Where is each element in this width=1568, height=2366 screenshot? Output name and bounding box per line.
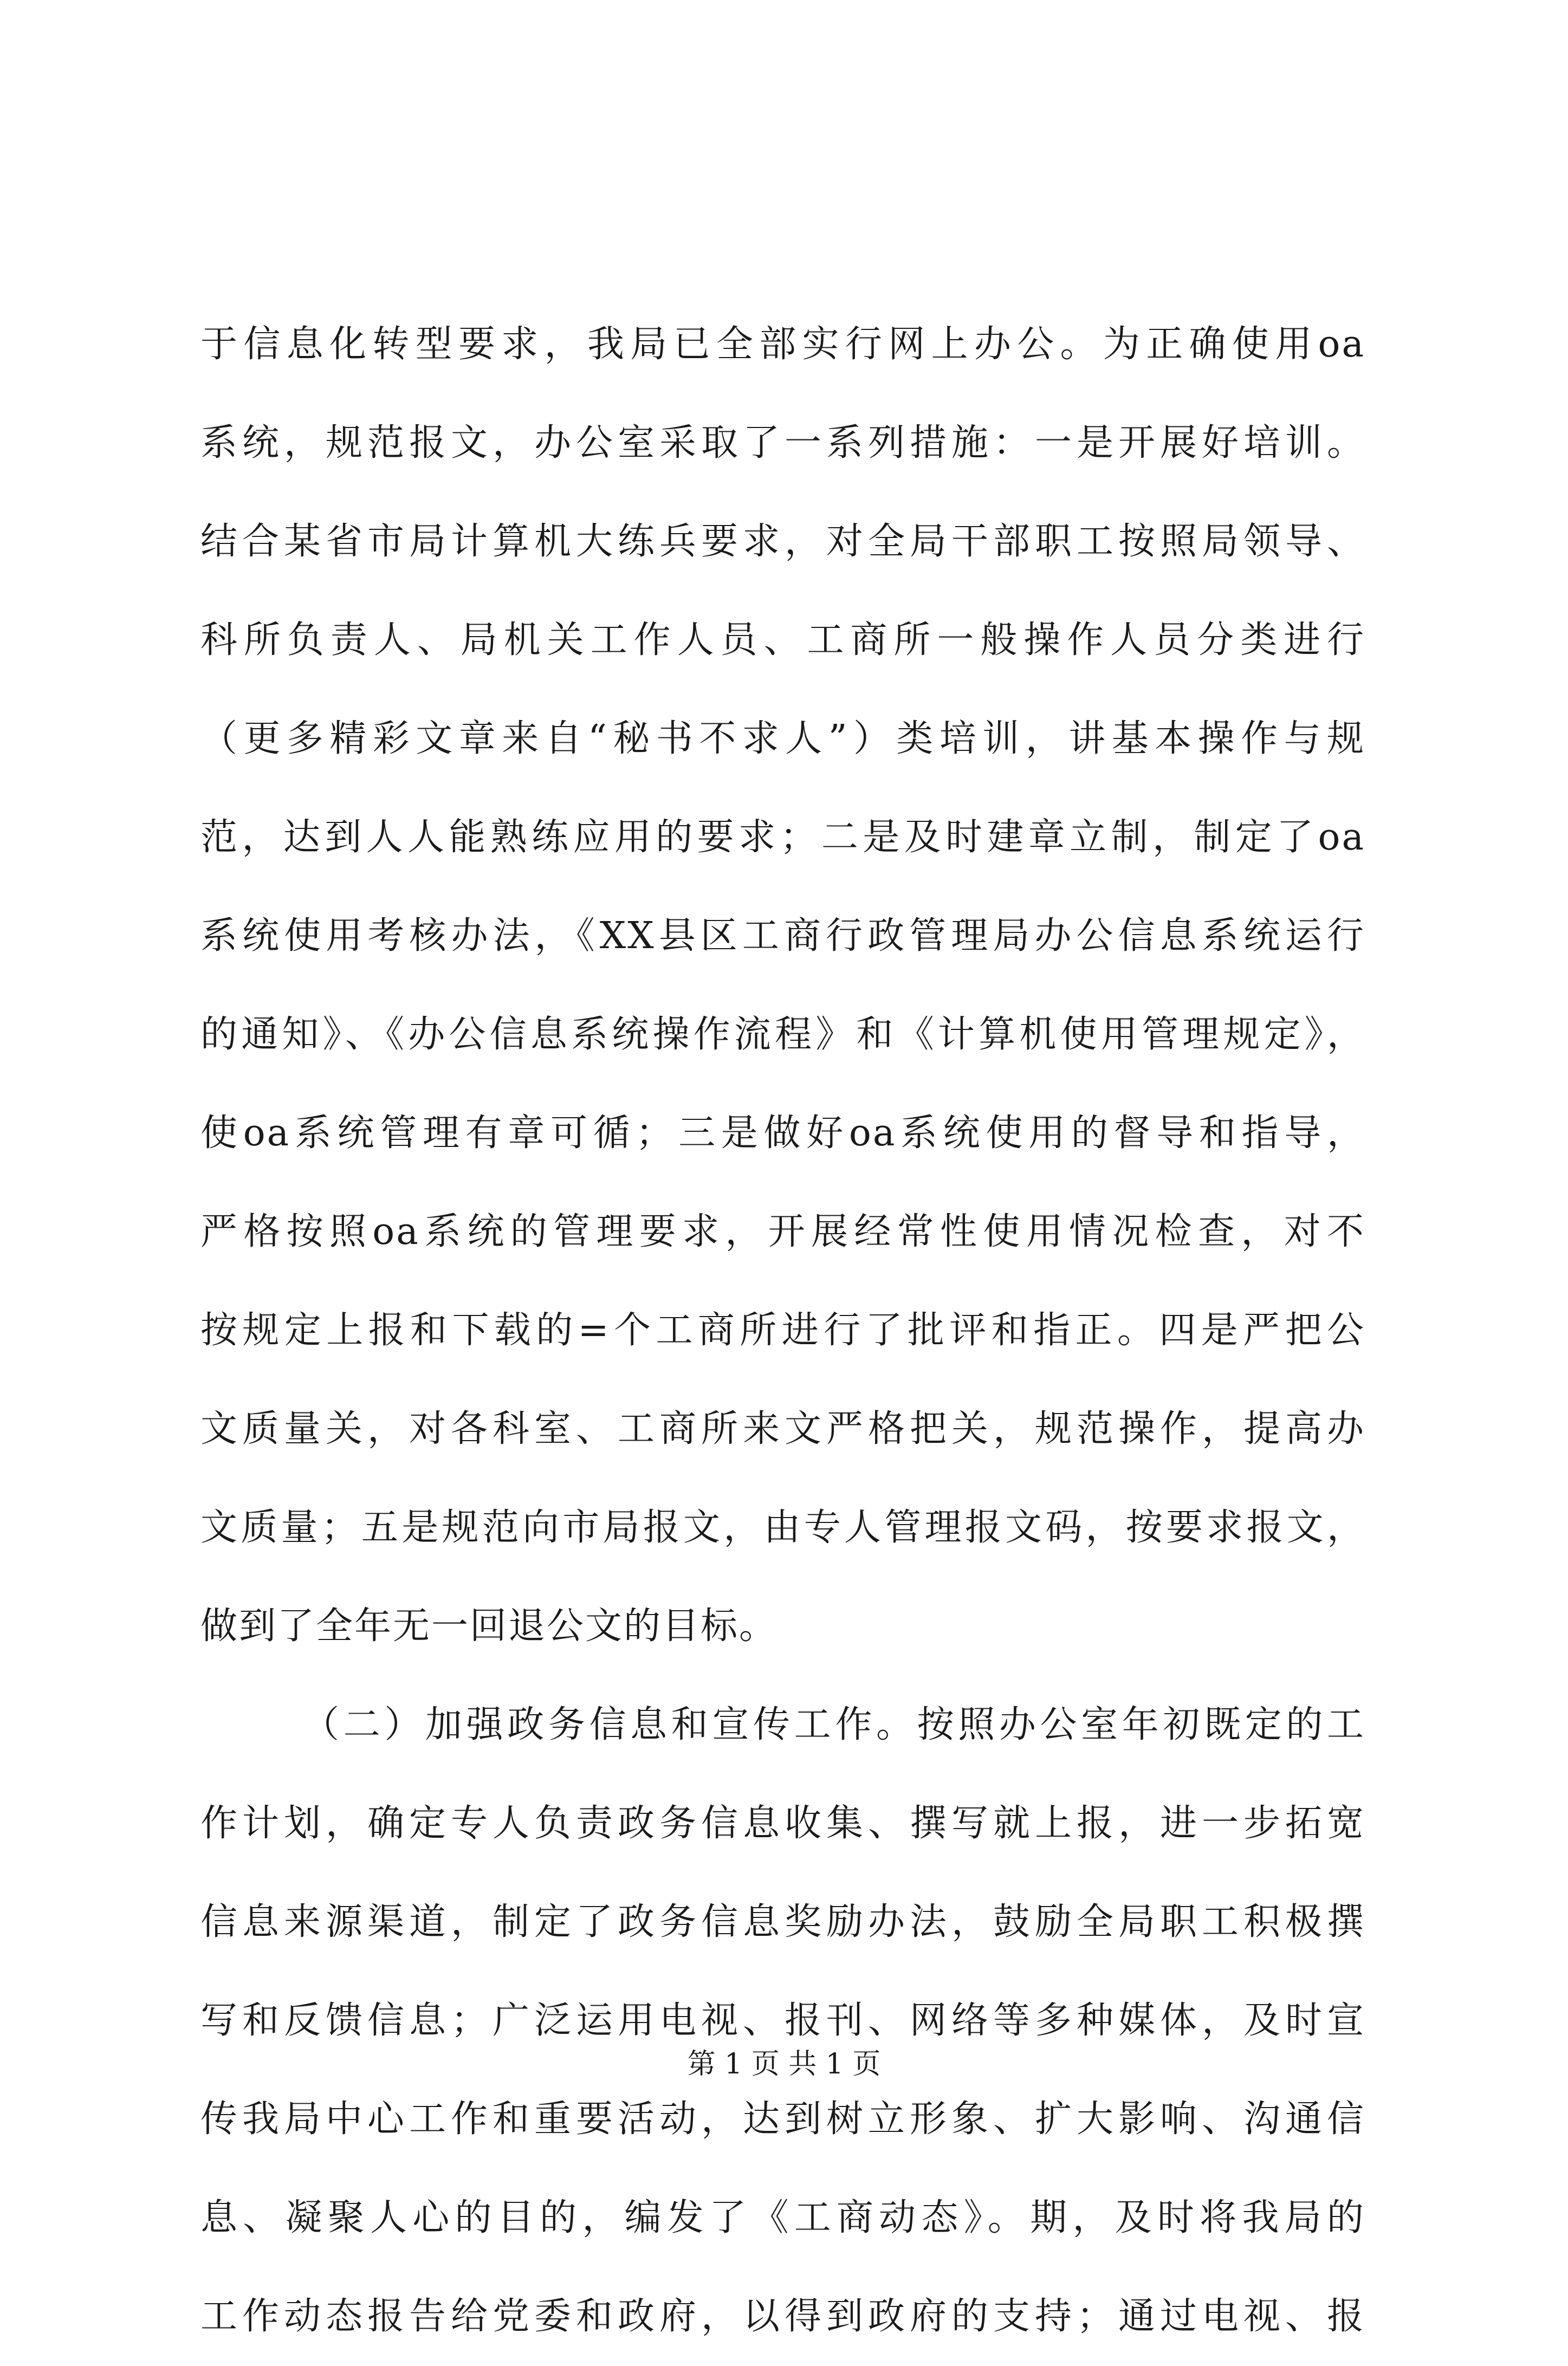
text-line: 息、凝聚人心的目的，编发了《工商动态》。期，及时将我局的 <box>200 2196 1365 2239</box>
text-line: 系统使用考核办法，《XX县区工商行政管理局办公信息系统运行 <box>200 915 1365 957</box>
text-line: 信息来源渠道，制定了政务信息奖励办法，鼓励全局职工积极撰 <box>200 1901 1365 1943</box>
text-line: 工作动态报告给党委和政府，以得到政府的支持；通过电视、报 <box>200 2295 1365 2338</box>
text-line: 使oa系统管理有章可循；三是做好oa系统使用的督导和指导， <box>200 1112 1365 1155</box>
text-line: 系统，规范报文，办公室采取了一系列措施：一是开展好培训。 <box>200 422 1365 464</box>
text-line: （更多精彩文章来自“秘书不求人”）类培训，讲基本操作与规 <box>200 717 1365 760</box>
text-line-paragraph-end: 做到了全年无一回退公文的目标。 <box>200 1605 778 1648</box>
text-line-paragraph-start: （二）加强政务信息和宣传工作。按照办公室年初既定的工 <box>302 1703 1365 1746</box>
text-line: 于信息化转型要求，我局已全部实行网上办公。为正确使用oa <box>200 323 1365 366</box>
text-line: 严格按照oa系统的管理要求，开展经常性使用情况检查，对不 <box>200 1210 1365 1253</box>
text-line: 范，达到人人能熟练应用的要求；二是及时建章立制，制定了oa <box>200 816 1365 859</box>
page-number-footer: 第 1 页 共 1 页 <box>687 2048 881 2080</box>
text-line: 的通知》、《办公信息系统操作流程》和《计算机使用管理规定》， <box>200 1013 1365 1056</box>
text-line: 文质量；五是规范向市局报文，由专人管理报文码，按要求报文， <box>200 1506 1365 1549</box>
text-line: 科所负责人、局机关工作人员、工商所一般操作人员分类进行 <box>200 619 1365 662</box>
text-line: 作计划，确定专人负责政务信息收集、撰写就上报，进一步拓宽 <box>200 1802 1365 1845</box>
text-line: 传我局中心工作和重要活动，达到树立形象、扩大影响、沟通信 <box>200 2098 1365 2141</box>
text-line: 写和反馈信息；广泛运用电视、报刊、网络等多种媒体，及时宣 <box>200 1999 1365 2042</box>
text-line: 按规定上报和下载的=个工商所进行了批评和指正。四是严把公 <box>200 1309 1365 1352</box>
text-line: 文质量关，对各科室、工商所来文严格把关，规范操作，提高办 <box>200 1408 1365 1450</box>
text-line: 结合某省市局计算机大练兵要求，对全局干部职工按照局领导、 <box>200 520 1365 563</box>
